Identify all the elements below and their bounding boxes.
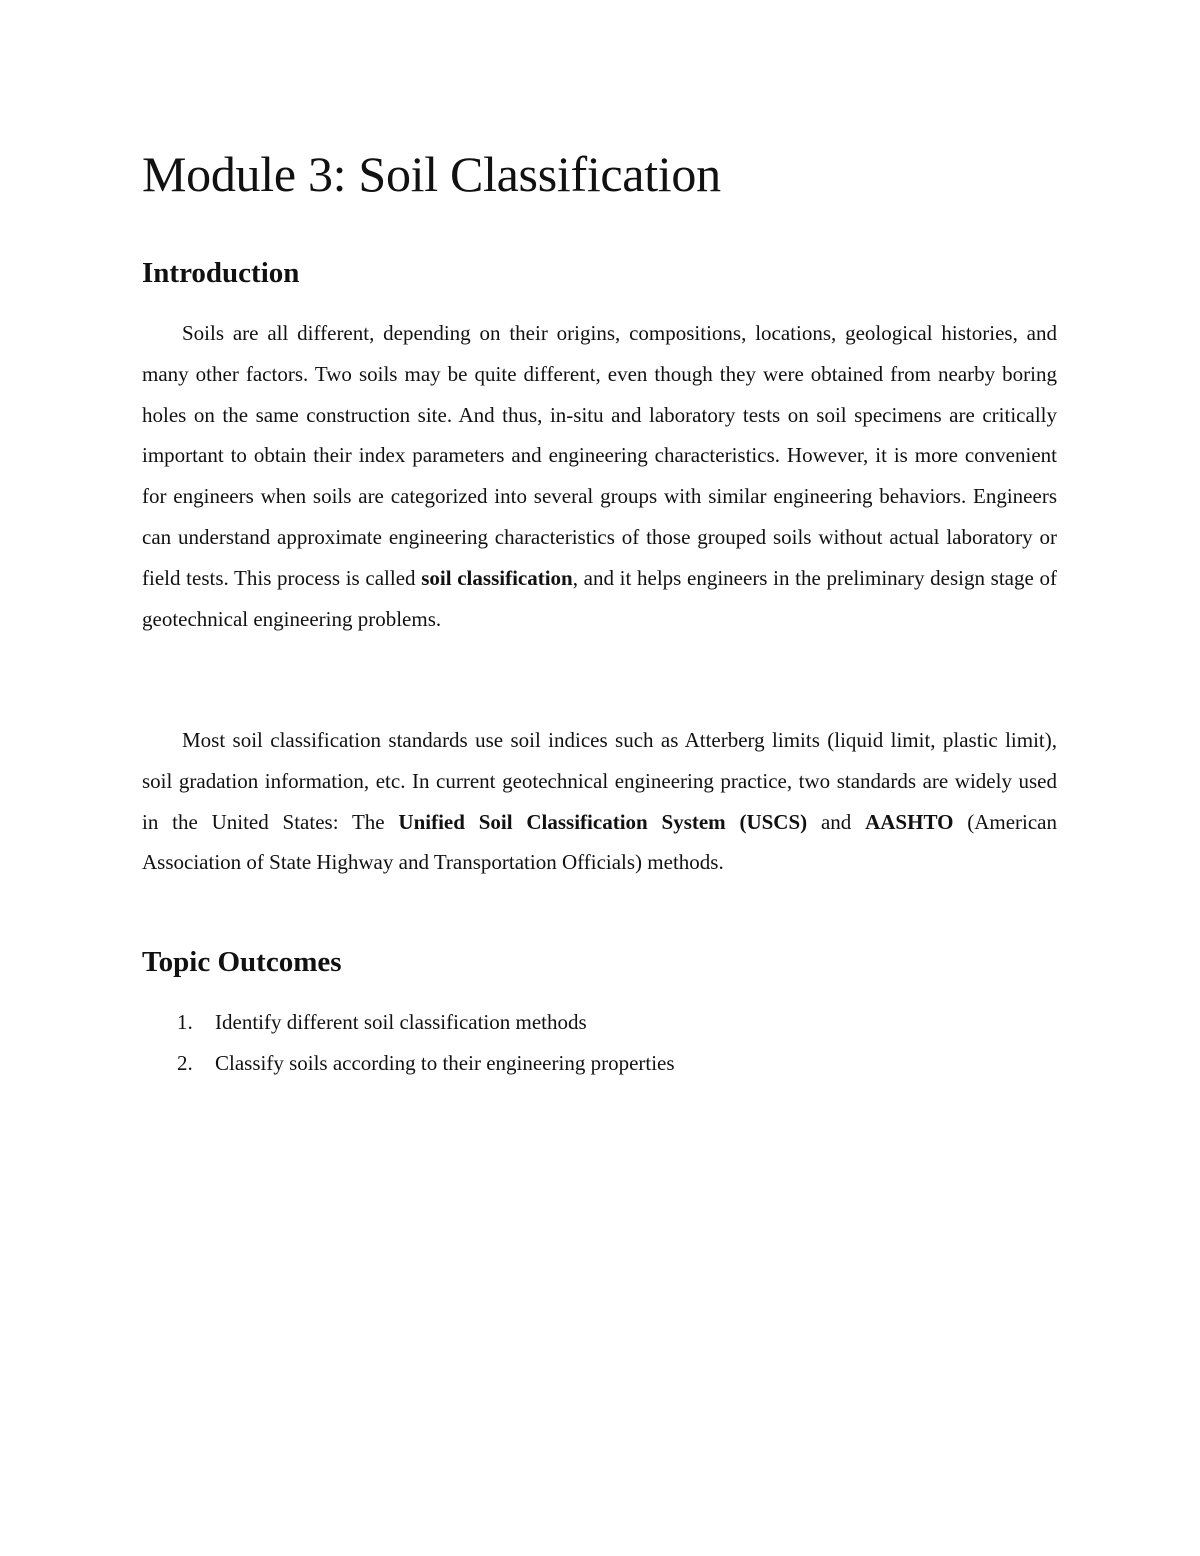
- introduction-paragraph-2: [142, 720, 1057, 883]
- list-item: [142, 1002, 1057, 1043]
- list-item-number: 1.: [177, 1010, 193, 1034]
- module-title: Module 3: Soil Classification: [142, 146, 721, 202]
- list-item-text: Identify different soil classification methods: [215, 1010, 587, 1034]
- paragraph-1-text-a: Soils are all different, depending on their origins, compositions, locations, geological histories, and many other factors. Two soils may be quite different, even though they were obtained from nearby boring holes on the same construction site. And thus, in-situ and laboratory tests on soil specimens are critically important to obtain their index parameters and engineering characteristics. However, it is more convenient for engineers when soils are categorized into several groups with similar engineering behaviors. Engineers can understand approximate engineering characteristics of those grouped soils without actual laboratory or field tests. This process is called: [142, 321, 1057, 590]
- paragraph-2-text-c: (American Association of State Highway and Transportation Officials) methods.: [142, 809, 1057, 875]
- paragraph-2-text-b: and: [807, 809, 866, 834]
- uscs-term: Unified Soil Classification System (USCS): [398, 809, 808, 834]
- topic-outcomes-list: [142, 1002, 1057, 1084]
- list-item-text: Classify soils according to their engineering properties: [215, 1050, 675, 1075]
- introduction-paragraph-1: [142, 313, 1057, 639]
- list-item: [142, 1043, 1057, 1084]
- topic-outcomes-heading: Topic Outcomes: [142, 946, 342, 978]
- paragraph-2-text-a: Most soil classification standards use soil indices such as Atterberg limits (liquid limit, plastic limit), soil gradation information, etc. In current geotechnical engineering practice, two standards are widely used in the United States: The: [142, 728, 1057, 834]
- introduction-heading: Introduction: [142, 257, 300, 289]
- soil-classification-term: soil classification: [421, 565, 573, 590]
- paragraph-1-text-b: , and it helps engineers in the preliminary design stage of geotechnical engineering problems.: [142, 565, 1057, 631]
- aashto-term: AASHTO: [865, 809, 954, 834]
- list-item-number: 2.: [177, 1050, 193, 1075]
